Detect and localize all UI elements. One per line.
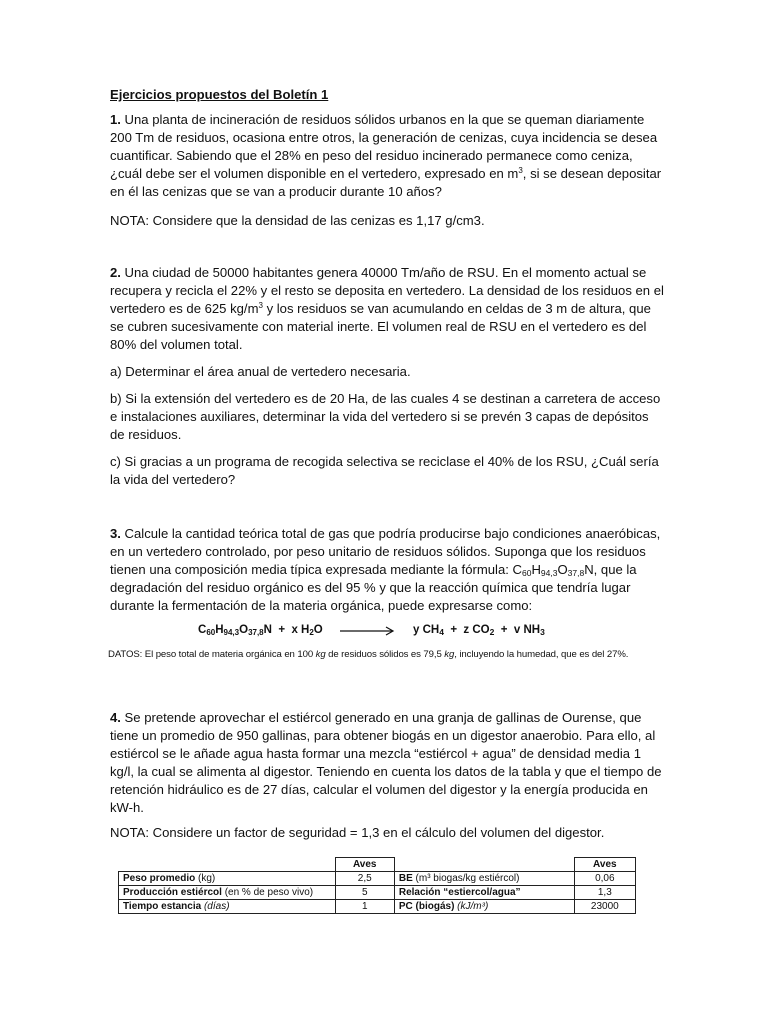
table-row [119, 886, 636, 900]
exercise-text: Una planta de incineración de residuos sólidos urbanos en la que se queman diariamente 200 Tm de residuos, ocasiona entre otros, la generación de cenizas, cuya incidencia se desea cuantificar. Sabiendo que el 28% en peso del residuo incinerado permanece como ceniza, ¿cuál debe ser el volumen disponible en el vertedero, expresado en m [110, 112, 658, 181]
exercise-text: N, que la degradación del residuo orgánico es del 95 % y que la reacción química que tendría lugar durante la fermentación de la materia orgánica, puede expresarse como: [110, 562, 637, 613]
table-label-cell: PC (biogás) (kJ/m³) [394, 900, 574, 914]
subscript: 60 [521, 568, 532, 578]
table-value-cell: 2,5 [335, 872, 394, 886]
exercise-text: , si se desean depositar en él las cenizas que se van a producir durante 10 años? [110, 166, 662, 199]
table-value-cell: 1,3 [574, 886, 635, 900]
exercise-2-part-a: a) Determinar el área anual de vertedero necesaria. [110, 364, 411, 379]
superscript: 3 [258, 301, 263, 310]
exercise-text: Calcule la cantidad teórica total de gas que podría producirse bajo condiciones anaeróbicas, en un vertedero controlado, por peso unitario de residuos sólidos. Suponga que los residuos tienen una composición media típica expresada mediante la fórmula: C [110, 526, 661, 577]
exercise-text: Se pretende aprovechar el estiércol generado en una granja de gallinas de Ourense, que tiene un promedio de 950 gallinas, para obtener biogás en un digestor anaerobio. Para ello, al estiércol se le añade agua hasta formar una mezcla “estiércol + agua” de densidad media 1 kg/l, la cual se alimenta al digestor. Teniendo en cuenta los datos de la tabla y que el tiempo de retención hidráulico es de 27 días, calcular el volumen del digestor y la energía producida en kW-h. [110, 710, 662, 815]
exercise-number: 1. [110, 112, 121, 127]
table-row [119, 900, 636, 914]
exercise-number: 3. [110, 526, 121, 541]
table-label-cell: Producción estiércol (en % de peso vivo) [119, 886, 336, 900]
table-corner-cell [394, 858, 574, 872]
table-corner-cell [119, 858, 336, 872]
table-header-row [119, 858, 636, 872]
exercise-2-part-c: c) Si gracias a un programa de recogida selectiva se reciclase el 40% de los RSU, ¿Cuál sería la vida del vertedero? [110, 454, 659, 487]
table-value-cell: 0,06 [574, 872, 635, 886]
exercise-text: y los residuos se van acumulando en celdas de 3 m de altura, que se cubren sucesivamente con material inerte. El volumen real de RSU en el vertedero es del 80% del volumen total. [110, 301, 651, 352]
table-label-cell: Tiempo estancia (días) [119, 900, 336, 914]
reaction-arrow-icon [340, 624, 396, 638]
exercise-number: 4. [110, 710, 121, 725]
formula-text: H [531, 562, 541, 577]
exercise-1-statement [110, 111, 666, 201]
reactants-formula: $C_{60}H_{94,3}O_{37,8}N + x$ $H_2O$ [198, 624, 323, 637]
table-header-cell: Aves [335, 858, 394, 872]
reaction-equation-figure [108, 620, 658, 668]
exercise-4-note: NOTA: Considere un factor de seguridad = 1,3 en el cálculo del volumen del digestor. [110, 825, 605, 840]
subscript: 94,3 [540, 568, 558, 578]
table-label-cell: Peso promedio (kg) [119, 872, 336, 886]
exercise-2-statement [110, 264, 666, 354]
table-header-cell: Aves [574, 858, 635, 872]
exercise-number: 2. [110, 265, 121, 280]
exercise-1-note: NOTA: Considere que la densidad de las cenizas es 1,17 g/cm3. [110, 213, 485, 228]
exercise-4-data-table [118, 857, 636, 914]
exercise-text: Una ciudad de 50000 habitantes genera 40000 Tm/año de RSU. En el momento actual se recupera y recicla el 22% y el resto se deposita en vertedero. La densidad de los residuos en el vertedero es de 625 kg/m [110, 265, 664, 316]
table-value-cell: 5 [335, 886, 394, 900]
exercise-4-statement [110, 709, 666, 817]
subscript: 37,8 [567, 568, 585, 578]
exercise-3-statement [110, 525, 666, 615]
exercise-2-part-b: b) Si la extensión del vertedero es de 20 Ha, de las cuales 4 se destinan a carretera de acceso e instalaciones auxiliares, determinar la vida del vertedero si se prevén 3 capas de depósitos de residuos. [110, 391, 661, 442]
superscript: 3 [518, 166, 523, 175]
exercise-3-data-note: DATOS: El peso total de materia orgánica en 100 kg de residuos sólidos es 79,5 kg, incluyendo la humedad, que es del 27%. [108, 649, 629, 660]
table-value-cell: 1 [335, 900, 394, 914]
table-label-cell: Relación “estiercol/agua” [394, 886, 574, 900]
formula-text: O [557, 562, 568, 577]
table-label-cell: BE (m³ biogas/kg estiércol) [394, 872, 574, 886]
table-row [119, 872, 636, 886]
products-formula: y $CH_4 + z$ $CO_2 + v$ $NH_3$ [413, 624, 545, 637]
page-title: Ejercicios propuestos del Boletín 1 [110, 87, 329, 102]
table-value-cell: 23000 [574, 900, 635, 914]
